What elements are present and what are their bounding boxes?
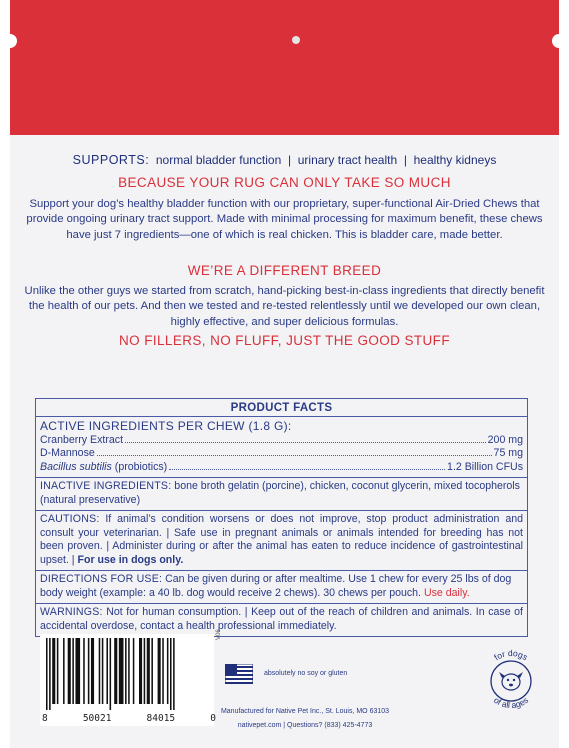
ingredient-latin-name: Bacillus subtilis: [40, 460, 112, 473]
separator: |: [287, 153, 292, 167]
barcode-bar: [68, 638, 71, 704]
hang-hole-center: [292, 36, 300, 44]
leader-dots: [97, 455, 492, 456]
website-text: nativepet.com: [237, 722, 282, 729]
barcode-bar: [151, 638, 153, 704]
barcode-bar: [173, 638, 175, 710]
ingredient-row: [40, 447, 523, 461]
barcode-bar: [46, 638, 48, 710]
hang-hole-left: [3, 34, 17, 48]
pouch-back: [10, 0, 559, 748]
barcode-bar: [106, 638, 108, 704]
warnings-section: [36, 604, 527, 636]
barcode-bar: [119, 638, 124, 704]
ingredient-amount: 75 mg: [493, 447, 523, 459]
active-heading-label: ACTIVE INGREDIENTS: [40, 419, 175, 433]
barcode-bar: [170, 638, 172, 710]
paragraph-scratch: Unlike the other guys we started from scratch, hand-picking best-in-class ingredients that directly benefit the health of our pets. And then we tested and re-tested relentlessly until we developed our own clean, highly effective, and super delicious formulas.: [24, 285, 545, 328]
barcode-bar: [128, 638, 130, 704]
support-item-2: urinary tract health: [297, 153, 398, 167]
paragraph-support: Support your dog’s healthy bladder function with our proprietary, super-functional Air-Dried Chews that provide ongoing urinary tract support. Made with minimal processing for maximum benefit, these chews have just 7 ingredients—one of which is real chicken. This is bladder care, made better.: [26, 198, 543, 241]
active-ingredients-section: [36, 417, 527, 478]
dog-face-icon: [499, 672, 523, 690]
barcode-bar: [110, 638, 112, 710]
barcode-bar: [158, 638, 161, 704]
barcode-bar: [91, 638, 94, 704]
inactive-ingredients-section: [36, 478, 527, 511]
barcode-bar: [167, 638, 169, 704]
separator: |: [403, 153, 407, 167]
hang-hole-right: [552, 34, 566, 48]
inactive-text: bone broth gelatin (porcine), chicken, coconut glycerin, mixed tocopherols (natural preservative): [40, 480, 520, 506]
barcode-bar: [88, 638, 90, 704]
barcode-bar: [49, 638, 51, 710]
us-flag-icon: [225, 664, 253, 684]
product-facts-title: PRODUCT FACTS: [36, 399, 527, 417]
supports-label: SUPPORTS:: [72, 153, 150, 167]
ingredient-name: Cranberry Extract: [40, 433, 124, 446]
barcode-bar: [139, 638, 142, 704]
barcode-bar: [99, 638, 101, 704]
warnings-text: Not for human consumption. | Keep out of the reach of children and animals. In case of accidental overdose, contact a health professional immediately.: [40, 606, 523, 632]
version-code: V06: [216, 629, 222, 640]
barcode-bar: [52, 638, 55, 704]
barcode-bar: [57, 638, 59, 704]
leader-dots: [125, 442, 486, 443]
manufacturer-info: [220, 705, 390, 733]
support-item-1: normal bladder function: [155, 153, 282, 167]
support-item-3: healthy kidneys: [413, 153, 497, 167]
red-header-band: [10, 0, 559, 135]
barcode-bar: [162, 638, 164, 704]
cautions-section: [36, 511, 527, 571]
barcode-digit-group: 84015: [146, 713, 176, 724]
barcode-digit-group: 50021: [82, 713, 112, 724]
for-dogs-badge: [480, 648, 542, 714]
ingredient-name: [40, 461, 167, 475]
barcode-bar: [144, 638, 146, 704]
barcode-bar: [147, 638, 150, 704]
ingredient-suffix: (probiotics): [114, 460, 168, 473]
headline-rug: BECAUSE YOUR RUG CAN ONLY TAKE SO MUCH: [118, 175, 451, 190]
supports-line: [22, 153, 547, 167]
badge-top-text: for dogs: [492, 648, 530, 663]
active-ingredients-heading: [40, 420, 523, 434]
barcode-bar: [114, 638, 117, 704]
headline-different-breed: WE’RE A DIFFERENT BREED: [187, 263, 382, 278]
directions-text: Can be given during or after mealtime. Use 1 chew for every 25 lbs of dog body weight (example: a 40 lb. dog would receive 2 chews). 30 chews per pouch.: [40, 573, 512, 599]
barcode-bar: [63, 638, 65, 704]
cautions-text: If animal’s condition worsens or does not improve, stop product administration and consult your veterinarian. | Safe use in pregnant animals or animals intended for breeding has not been proven. | Administer during or after the animal has eaten to reduce incidence of gastrointestinal upset. |: [40, 513, 523, 566]
questions-phone: Questions? (833) 425-4773: [287, 722, 373, 729]
barcode-bar: [125, 638, 127, 704]
active-per-chew: PER CHEW (1.8 G):: [177, 419, 292, 433]
contact-line: nativepet.com | Questions? (833) 425-4773: [237, 722, 373, 729]
barcode-bar: [75, 638, 80, 704]
product-facts-panel: [35, 398, 528, 637]
directions-section: [36, 571, 527, 604]
ingredient-amount: 200 mg: [487, 433, 523, 446]
inactive-label: INACTIVE INGREDIENTS:: [40, 480, 172, 492]
badge-bottom-text: of all ages: [491, 694, 531, 711]
directions-use-daily: Use daily.: [423, 586, 470, 599]
barcode-digit-group: 8: [42, 713, 48, 724]
barcode-bar: [102, 638, 104, 704]
ingredient-amount: 1.2 Billion CFUs: [447, 460, 523, 473]
manufacturer-line: Manufactured for Native Pet Inc., St. Louis, MO 63103: [220, 708, 390, 715]
gluten-note: absolutely no soy or gluten: [264, 670, 348, 677]
ingredient-row: [40, 461, 523, 475]
barcode-bars: [40, 634, 214, 712]
barcode-number: [42, 713, 216, 724]
cautions-bold: For use in dogs only.: [77, 553, 184, 566]
barcode-bar: [72, 638, 74, 704]
barcode-bar: [83, 638, 85, 704]
ingredient-name: D-Mannose: [40, 447, 95, 459]
ingredient-row: [40, 434, 523, 448]
leader-dots: [169, 469, 445, 470]
barcode-bar: [133, 638, 135, 704]
cautions-label: CAUTIONS:: [40, 513, 100, 525]
warnings-label: WARNINGS:: [40, 606, 103, 618]
directions-label: DIRECTIONS FOR USE:: [40, 573, 163, 585]
barcode-digit-group: 0: [210, 713, 216, 724]
headline-no-fillers: NO FILLERS, NO FLUFF, JUST THE GOOD STUFF: [119, 333, 450, 348]
